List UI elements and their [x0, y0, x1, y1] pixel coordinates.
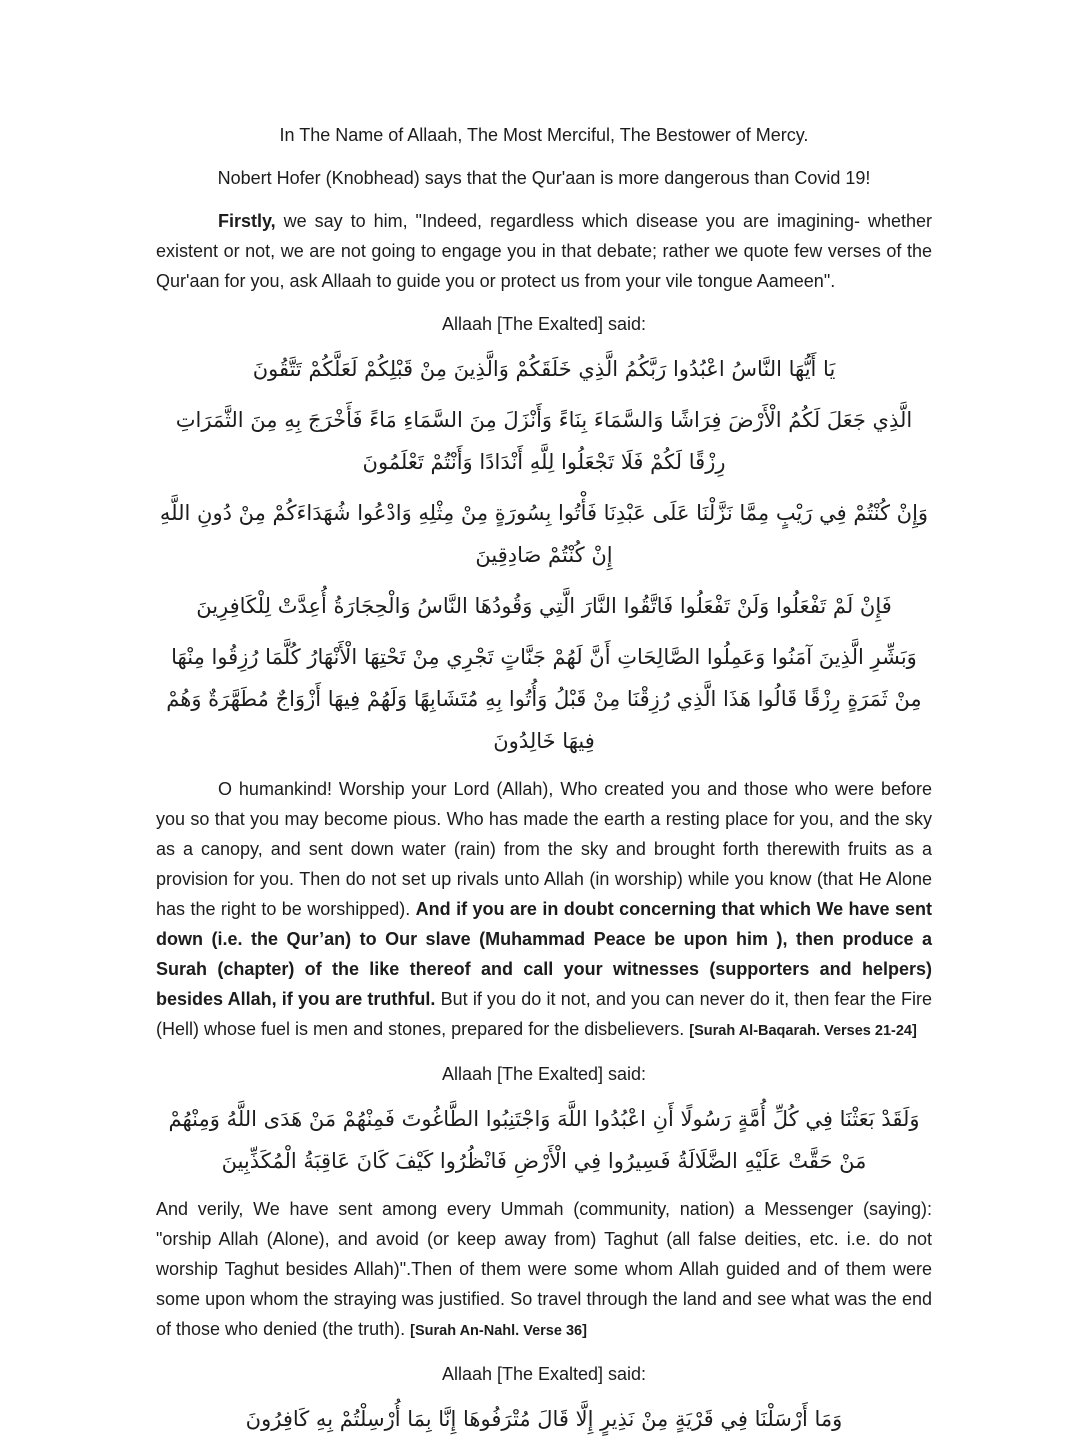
translation-baqarah-part1: O humankind! Worship your Lord (Allah), Who created you and those who were before you so that you may become pious. Who has made the earth a resting place for you, and the sky as a canopy, and sent down water (rain) from the sky and brought forth therewith fruits as a provision for you. Then do not set up rivals unto Allah (in worship) while you know (that He Alone has the right to be worshipped). — [156, 779, 932, 919]
headline: Nobert Hofer (Knobhead) says that the Qur'aan is more dangerous than Covid 19! — [217, 168, 871, 188]
intro-paragraph — [156, 206, 932, 296]
exalted-said-heading-3: Allaah [The Exalted] said: — [441, 1364, 647, 1384]
quran-verse-nahl-36: وَلَقَدْ بَعَثْنَا فِي كُلِّ أُمَّةٍ رَسُولًا أَنِ اعْبُدُوا اللَّهَ وَاجْتَنِبُوا الطَّاغُوتَ فَمِنْهُمْ مَنْ هَدَى اللَّهُ وَمِنْهُمْ مَنْ حَقَّتْ عَلَيْهِ الضَّلَالَةُ فَسِيرُوا فِي الْأَرْضِ فَانْظُرُوا كَيْفَ كَانَ عَاقِبَةُ الْمُكَذِّبِينَ — [168, 1107, 920, 1173]
translation-baqarah-paragraph — [156, 774, 932, 1046]
quran-verse-baqarah-21: يَا أَيُّهَا النَّاسُ اعْبُدُوا رَبَّكُمُ الَّذِي خَلَقَكُمْ وَالَّذِينَ مِنْ قَبْلِكُمْ لَعَلَّكُمْ تَتَّقُونَ — [252, 357, 836, 381]
quran-verse-baqarah-23: وَإِنْ كُنْتُمْ فِي رَيْبٍ مِمَّا نَزَّلْنَا عَلَى عَبْدِنَا فَأْتُوا بِسُورَةٍ مِنْ مِثْلِهِ وَادْعُوا شُهَدَاءَكُمْ مِنْ دُونِ اللَّهِ إِنْ كُنْتُمْ صَادِقِينَ — [159, 501, 929, 567]
translation-baqarah-part3: But if you do it not, and you can never do it, then fear the Fire (Hell) whose fuel is men and stones, prepared for the disbelievers. — [156, 989, 932, 1039]
translation-nahl-paragraph — [156, 1194, 932, 1346]
intro-lead-word: Firstly, — [218, 211, 276, 231]
quran-verse-baqarah-25: وَبَشِّرِ الَّذِينَ آمَنُوا وَعَمِلُوا الصَّالِحَاتِ أَنَّ لَهُمْ جَنَّاتٍ تَجْرِي مِنْ تَحْتِهَا الْأَنْهَارُ كُلَّمَا رُزِقُوا مِنْهَا مِنْ ثَمَرَةٍ رِزْقًا قَالُوا هَذَا الَّذِي رُزِقْنَا مِنْ قَبْلُ وَأُتُوا بِهِ مُتَشَابِهًا وَلَهُمْ فِيهَا أَزْوَاجٌ مُطَهَّرَةٌ وَهُمْ فِيهَا خَالِدُونَ — [166, 645, 922, 753]
bismillah-line: In The Name of Allaah, The Most Merciful, The Bestower of Mercy. — [279, 125, 809, 145]
translation-nahl-body: And verily, We have sent among every Ummah (community, nation) a Messenger (saying): "orship Allah (Alone), and avoid (or keep away from) Taghut (all false deities, etc. i.e. do not worship Taghut besides Allah)".Then of them were some whom Allah guided and of them were some upon whom the straying was justified. So travel through the land and see what was the end of those who denied (the truth). — [156, 1199, 932, 1339]
citation-baqarah: [Surah Al-Baqarah. Verses 21-24] — [689, 1023, 917, 1039]
intro-body-text: we say to him, "Indeed, regardless which disease you are imagining- whether existent or not, we are not going to engage you in that debate; rather we quote few verses of the Qur'aan for you, ask Allaah to guide you or protect us from your vile tongue Aameen". — [156, 211, 932, 291]
quran-verse-baqarah-24: فَإِنْ لَمْ تَفْعَلُوا وَلَنْ تَفْعَلُوا فَاتَّقُوا النَّارَ الَّتِي وَقُودُهَا النَّاسُ وَالْحِجَارَةُ أُعِدَّتْ لِلْكَافِرِينَ — [196, 594, 892, 618]
exalted-said-heading-1: Allaah [The Exalted] said: — [441, 314, 647, 334]
quran-verse-saba-34: وَمَا أَرْسَلْنَا فِي قَرْيَةٍ مِنْ نَذِيرٍ إِلَّا قَالَ مُتْرَفُوهَا إِنَّا بِمَا أُرْسِلْتُمْ بِهِ كَافِرُونَ — [245, 1407, 843, 1431]
exalted-said-heading-2: Allaah [The Exalted] said: — [441, 1064, 647, 1084]
citation-nahl: [Surah An-Nahl. Verse 36] — [410, 1323, 587, 1339]
quran-verse-baqarah-22: الَّذِي جَعَلَ لَكُمُ الْأَرْضَ فِرَاشًا وَالسَّمَاءَ بِنَاءً وَأَنْزَلَ مِنَ السَّمَاءِ مَاءً فَأَخْرَجَ بِهِ مِنَ الثَّمَرَاتِ رِزْقًا لَكُمْ فَلَا تَجْعَلُوا لِلَّهِ أَنْدَادًا وَأَنْتُمْ تَعْلَمُونَ — [175, 408, 913, 474]
translation-baqarah-bold-passage: And if you are in doubt concerning that which We have sent down (i.e. the Qur’an) to Our slave (Muhammad Peace be upon him ), then produce a Surah (chapter) of the like thereof and call your witnesses (supporters and helpers) besides Allah, if you are truthful. — [156, 899, 932, 1009]
